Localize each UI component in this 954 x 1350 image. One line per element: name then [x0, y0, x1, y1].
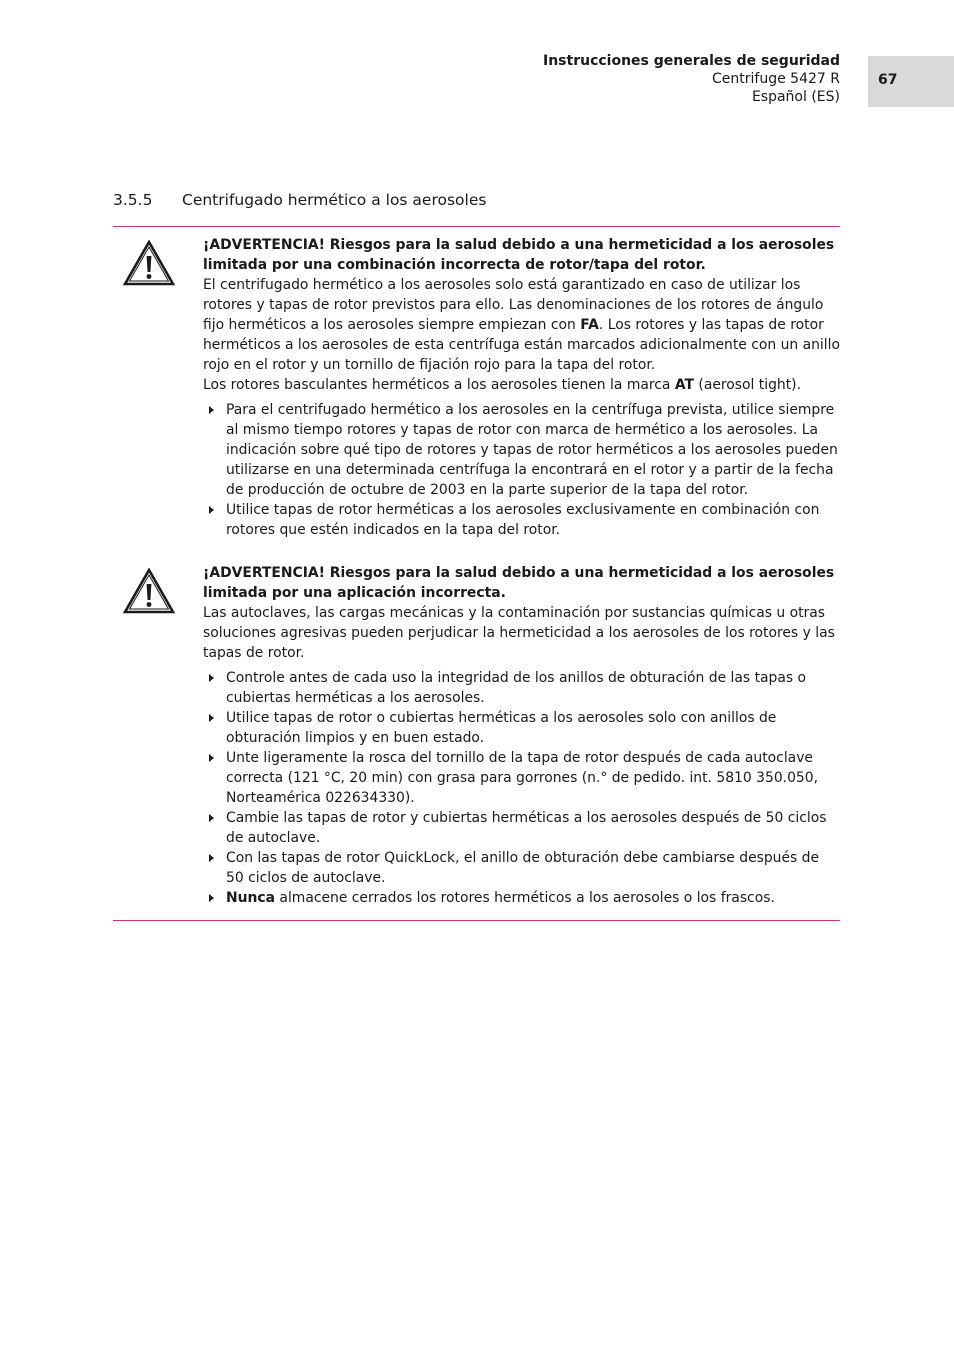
- bullet-arrow-icon: [209, 714, 214, 722]
- divider-bottom: [113, 920, 840, 921]
- list-item-text: Utilice tapas de rotor herméticas a los aerosoles exclusivamente en combinación con rotores que estén indicados en la tapa del rotor.: [226, 502, 820, 538]
- list-item-bold-text: Nunca: [226, 890, 276, 906]
- list-item: [203, 848, 840, 888]
- bullet-arrow-icon: [209, 506, 214, 514]
- header-title: Instrucciones generales de seguridad: [543, 53, 840, 69]
- warning-paragraph-1b: [203, 375, 840, 395]
- bullet-arrow-icon: [209, 814, 214, 822]
- warning-bullets-2: [203, 668, 840, 908]
- list-item: [203, 708, 840, 748]
- text-run: (aerosol tight).: [693, 377, 801, 393]
- list-item-text: Para el centrifugado hermético a los aerosoles en la centrífuga prevista, utilice siempre al mismo tiempo rotores y tapas de rotor con marca de hermético a los aerosoles. La indicación sobre qué tipo de rotores y tapas de rotor herméticos a los aerosoles pueden utilizarse en una determinada centrífuga la encontrará en el rotor y a partir de la fecha de producción de octubre de 2003 en la parte superior de la tapa del rotor.: [226, 402, 838, 498]
- section-number: 3.5.5: [113, 191, 153, 209]
- bullet-arrow-icon: [209, 854, 214, 862]
- header-model: Centrifuge 5427 R: [712, 71, 840, 87]
- list-item-text: Unte ligeramente la rosca del tornillo de la tapa de rotor después de cada autoclave correcta (121 °C, 20 min) con grasa para gorrones (n.° de pedido. int. 5810 350.050, Norteamérica 022634330).: [226, 750, 819, 806]
- text-run: El centrifugado hermético a los aerosoles solo está garantizado en caso de utilizar los rotores y tapas de rotor previstos para ello. Las denominaciones de los rotores de ángulo fijo herméticos a los aerosoles siempre empiezan con: [203, 277, 824, 333]
- warning-triangle-icon: [123, 240, 175, 286]
- warning-title-1: ¡ADVERTENCIA! Riesgos para la salud debido a una hermeticidad a los aerosoles limitada por una combinación incorrecta de rotor/tapa del rotor.: [203, 237, 835, 273]
- warning-body-2: [203, 563, 840, 908]
- header-language: Español (ES): [751, 89, 840, 105]
- list-item: [203, 808, 840, 848]
- list-item: [203, 748, 840, 808]
- bullet-arrow-icon: [209, 406, 214, 414]
- text-run: . Los rotores y las tapas de rotor herméticos a los aerosoles de esta centrífuga están marcados adicionalmente con un anillo rojo en el rotor y un tornillo de fijación rojo para la tapa del rotor.: [203, 317, 841, 373]
- list-item-text: Utilice tapas de rotor o cubiertas herméticas a los aerosoles solo con anillos de obturación limpios y en buen estado.: [226, 710, 777, 746]
- list-item: [203, 500, 840, 540]
- bullet-arrow-icon: [209, 894, 214, 902]
- page-number: 67: [868, 56, 954, 107]
- list-item-text: Controle antes de cada uso la integridad de los anillos de obturación de las tapas o cubiertas herméticas a los aerosoles.: [226, 670, 807, 706]
- running-header: [543, 52, 840, 106]
- bullet-arrow-icon: [209, 674, 214, 682]
- warning-bullets-1: [203, 400, 840, 540]
- section-title: Centrifugado hermético a los aerosoles: [182, 191, 487, 209]
- warning-paragraph-1a: [203, 275, 840, 375]
- section-heading: [113, 191, 486, 209]
- list-item: [203, 888, 840, 908]
- warning-title-2: ¡ADVERTENCIA! Riesgos para la salud debido a una hermeticidad a los aerosoles limitada por una aplicación incorrecta.: [203, 565, 835, 601]
- list-item-text: Con las tapas de rotor QuickLock, el anillo de obturación debe cambiarse después de 50 ciclos de autoclave.: [226, 850, 820, 886]
- warning-body-1: [203, 235, 840, 540]
- bullet-arrow-icon: [209, 754, 214, 762]
- warning-triangle-icon: [123, 568, 175, 614]
- text-bold-run: AT: [674, 377, 694, 393]
- warning-paragraph-2: Las autoclaves, las cargas mecánicas y la contaminación por sustancias químicas u otras soluciones agresivas pueden perjudicar la hermeticidad a los aerosoles de los rotores y las tapas de rotor.: [203, 605, 835, 661]
- list-item: [203, 668, 840, 708]
- text-run: Los rotores basculantes herméticos a los aerosoles tienen la marca: [203, 377, 675, 393]
- text-bold-run: FA: [580, 317, 599, 333]
- list-item-text: almacene cerrados los rotores herméticos a los aerosoles o los frascos.: [275, 890, 775, 906]
- divider-top: [113, 226, 840, 227]
- list-item-text: Cambie las tapas de rotor y cubiertas herméticas a los aerosoles después de 50 ciclos de autoclave.: [226, 810, 827, 846]
- list-item: [203, 400, 840, 500]
